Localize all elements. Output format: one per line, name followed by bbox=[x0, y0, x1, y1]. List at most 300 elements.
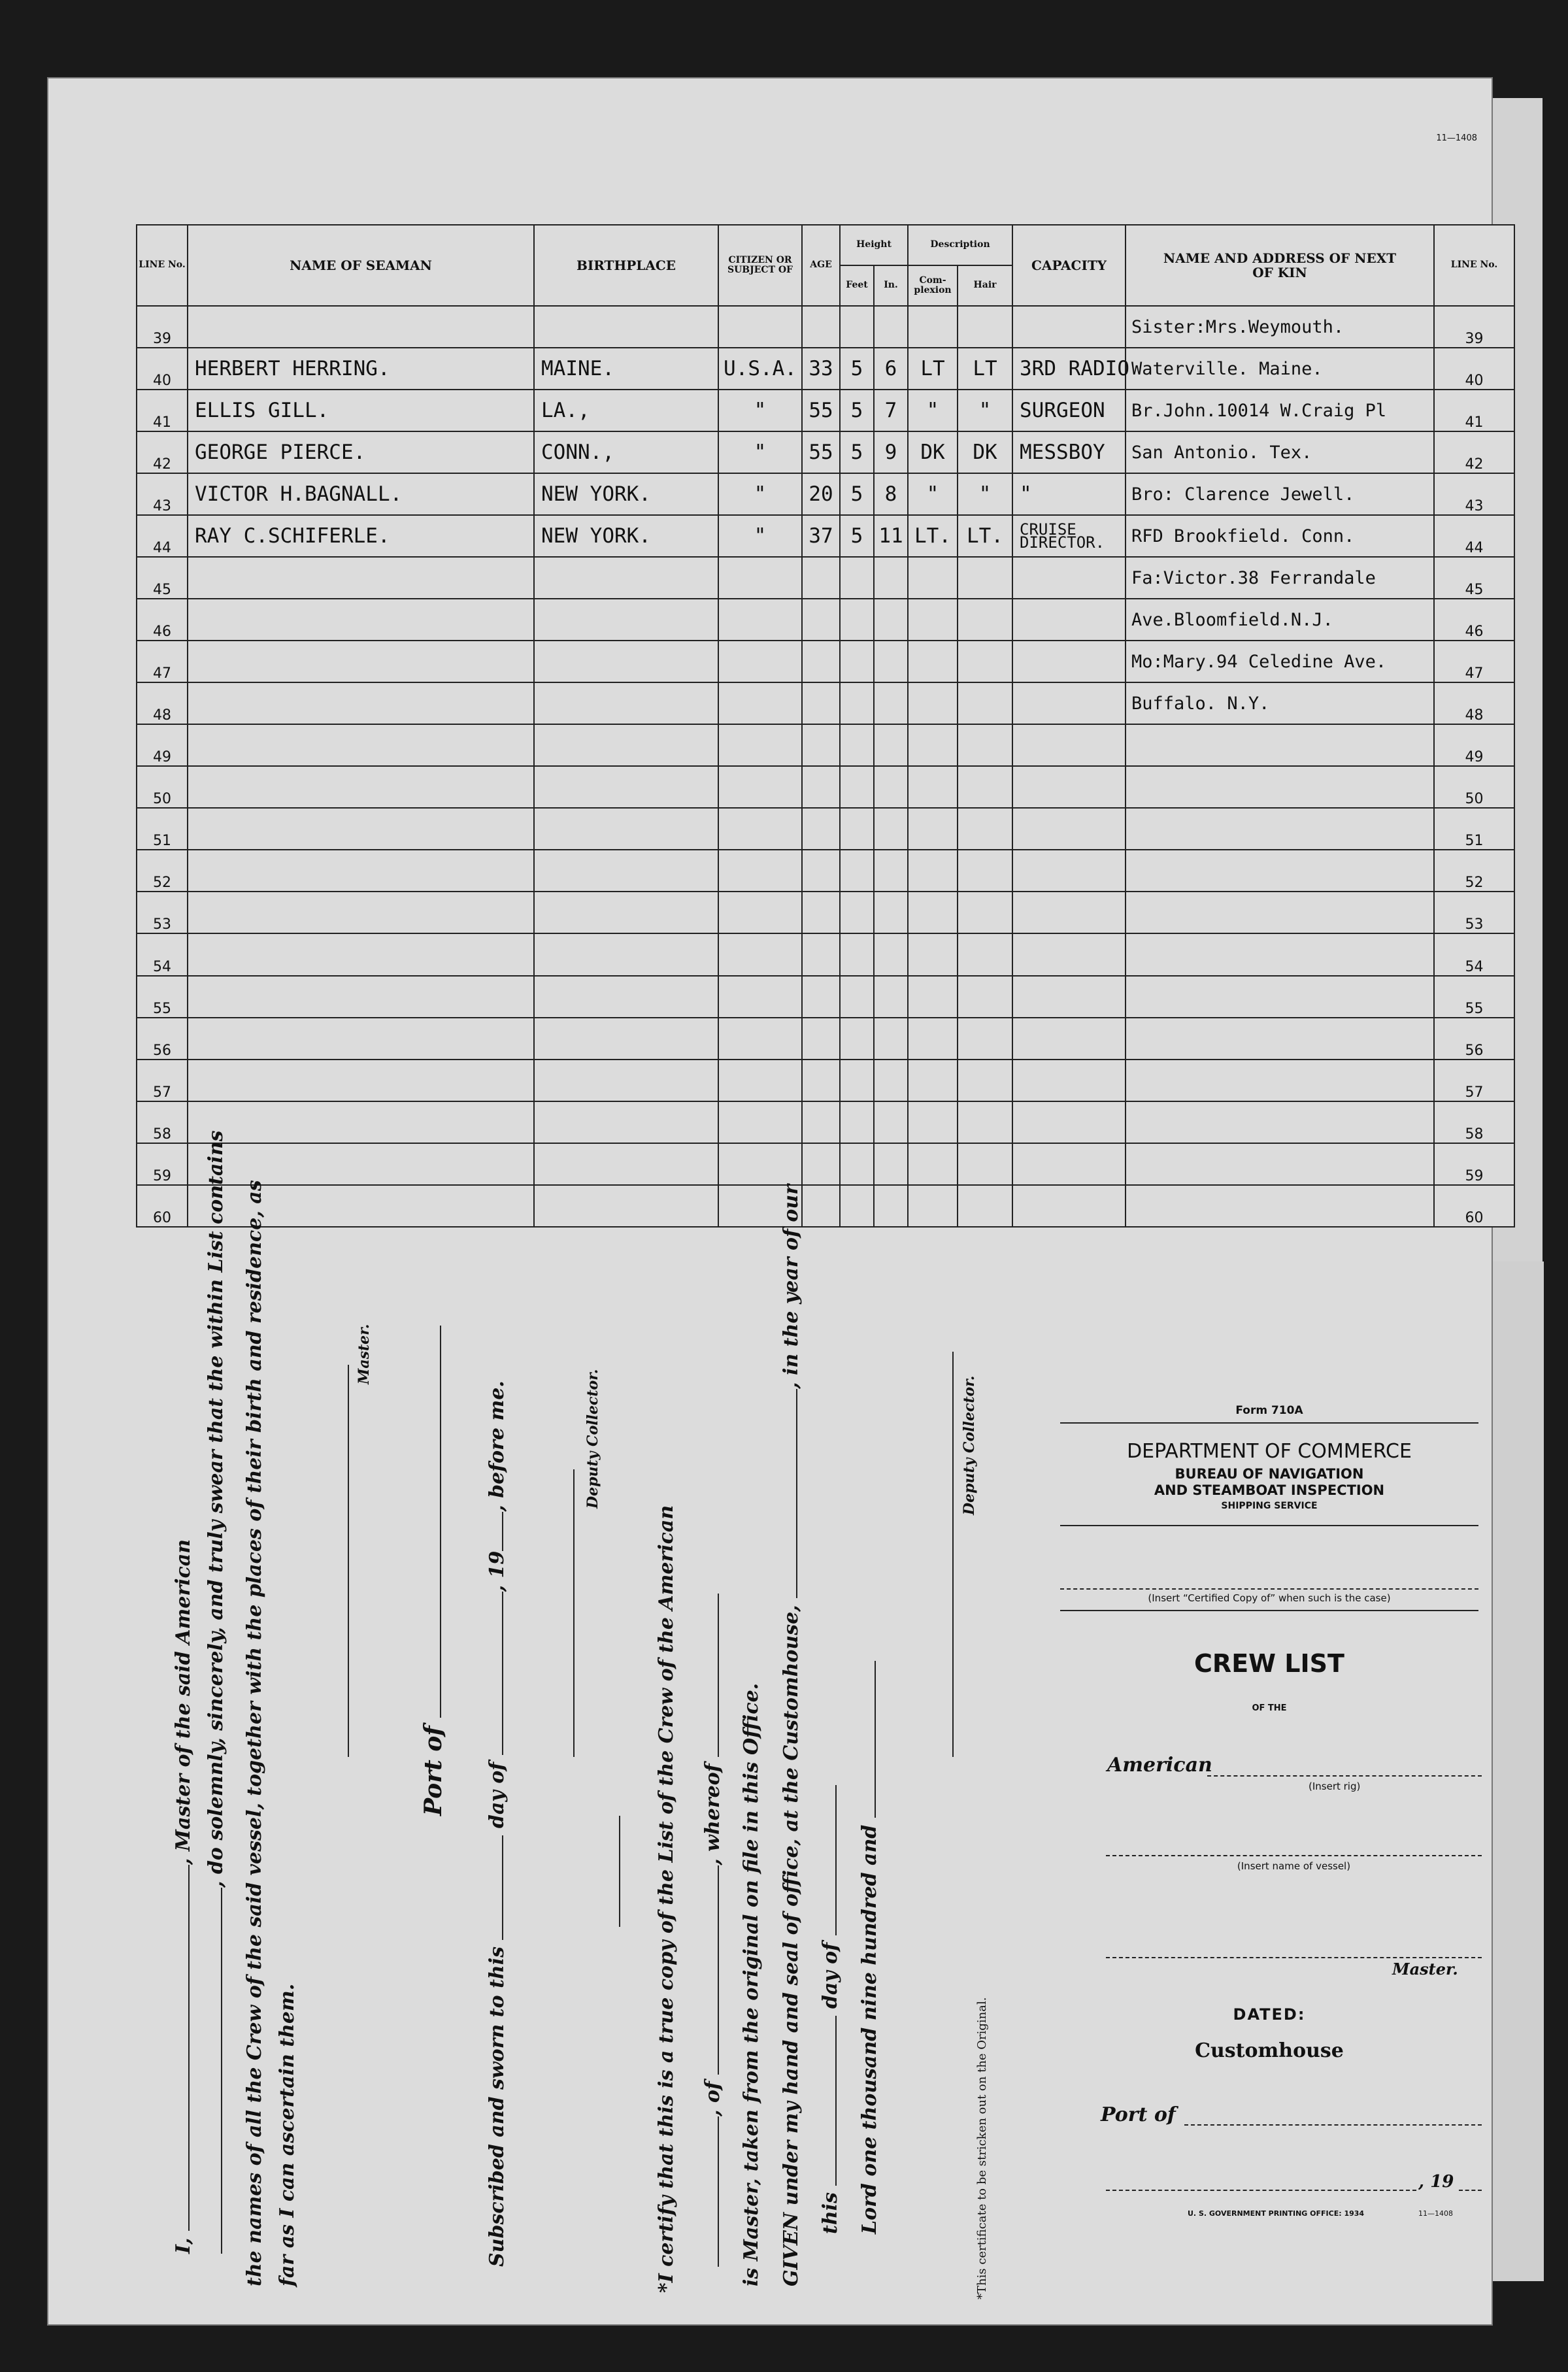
row-name bbox=[188, 599, 534, 641]
date-blank bbox=[1106, 2190, 1416, 2191]
row-hair bbox=[958, 1101, 1012, 1143]
row-feet bbox=[840, 682, 874, 724]
row-line-no: 53 bbox=[137, 892, 188, 933]
row-name bbox=[188, 557, 534, 599]
row-citizen bbox=[718, 1101, 802, 1143]
header-line-no-right: LINE No. bbox=[1434, 225, 1514, 306]
row-name bbox=[188, 1101, 534, 1143]
certify-deputy-collector: Deputy Collector. bbox=[961, 1375, 978, 1515]
row-age bbox=[802, 599, 840, 641]
row-birthplace: NEW YORK. bbox=[534, 515, 718, 557]
header-line-no: LINE No. bbox=[137, 225, 188, 306]
row-kin bbox=[1126, 766, 1434, 808]
form-american: American bbox=[1107, 1754, 1212, 1777]
row-in bbox=[874, 724, 908, 766]
row-line-no-right: 53 bbox=[1434, 892, 1514, 933]
year-blank bbox=[1459, 2190, 1482, 2191]
master-blank bbox=[1106, 1957, 1482, 1958]
row-age bbox=[802, 808, 840, 850]
row-hair bbox=[958, 1185, 1012, 1227]
row-line-no-right: 52 bbox=[1434, 850, 1514, 892]
row-name bbox=[188, 1060, 534, 1101]
row-in bbox=[874, 1060, 908, 1101]
row-name bbox=[188, 1143, 534, 1185]
header-citizen: CITIZEN OR SUBJECT OF bbox=[718, 225, 802, 306]
row-citizen bbox=[718, 850, 802, 892]
table-row bbox=[137, 682, 1514, 724]
row-name bbox=[188, 641, 534, 682]
row-hair: DK bbox=[958, 431, 1012, 473]
row-age bbox=[802, 306, 840, 348]
row-name: RAY C.SCHIFERLE. bbox=[188, 515, 534, 557]
table-row bbox=[137, 348, 1514, 390]
row-citizen bbox=[718, 933, 802, 975]
row-hair bbox=[958, 641, 1012, 682]
row-hair bbox=[958, 724, 1012, 766]
row-line-no: 39 bbox=[137, 306, 188, 348]
crew-list-page bbox=[47, 77, 1498, 2326]
row-complexion: " bbox=[908, 473, 958, 515]
row-in bbox=[874, 682, 908, 724]
row-name: VICTOR H.BAGNALL. bbox=[188, 473, 534, 515]
row-birthplace: CONN., bbox=[534, 431, 718, 473]
row-line-no: 54 bbox=[137, 933, 188, 975]
oath-i: I, bbox=[172, 2231, 195, 2254]
crew-table-body bbox=[137, 306, 1514, 1227]
row-in bbox=[874, 641, 908, 682]
row-capacity bbox=[1012, 808, 1126, 850]
row-birthplace bbox=[534, 724, 718, 766]
row-citizen bbox=[718, 557, 802, 599]
row-feet: 5 bbox=[840, 431, 874, 473]
row-line-no: 60 bbox=[137, 1185, 188, 1227]
row-in bbox=[874, 892, 908, 933]
row-hair bbox=[958, 850, 1012, 892]
row-kin bbox=[1126, 933, 1434, 975]
row-in bbox=[874, 766, 908, 808]
row-line-no: 51 bbox=[137, 808, 188, 850]
row-name bbox=[188, 1018, 534, 1060]
row-citizen bbox=[718, 641, 802, 682]
row-complexion: LT. bbox=[908, 515, 958, 557]
row-kin bbox=[1126, 808, 1434, 850]
row-birthplace bbox=[534, 599, 718, 641]
row-age bbox=[802, 976, 840, 1018]
row-complexion bbox=[908, 850, 958, 892]
row-hair: LT. bbox=[958, 515, 1012, 557]
form-number-top: 11—1408 bbox=[1436, 133, 1477, 143]
row-birthplace bbox=[534, 557, 718, 599]
row-citizen bbox=[718, 766, 802, 808]
row-capacity: MESSBOY bbox=[1012, 431, 1126, 473]
table-row bbox=[137, 431, 1514, 473]
row-in: 7 bbox=[874, 390, 908, 431]
deputy-signature-line-1 bbox=[573, 1469, 575, 1757]
row-line-no: 58 bbox=[137, 1101, 188, 1143]
row-hair bbox=[958, 599, 1012, 641]
form-nineteen: , 19 bbox=[1418, 2172, 1454, 2192]
table-row bbox=[137, 515, 1514, 557]
row-citizen: " bbox=[718, 473, 802, 515]
row-line-no-right: 45 bbox=[1434, 557, 1514, 599]
row-complexion bbox=[908, 1185, 958, 1227]
row-capacity bbox=[1012, 892, 1126, 933]
row-complexion bbox=[908, 933, 958, 975]
row-capacity bbox=[1012, 306, 1126, 348]
table-row bbox=[137, 390, 1514, 431]
row-hair bbox=[958, 1143, 1012, 1185]
row-capacity bbox=[1012, 1185, 1126, 1227]
header-kin: NAME AND ADDRESS OF NEXT OF KIN bbox=[1126, 225, 1434, 306]
row-age: 33 bbox=[802, 348, 840, 390]
oath-line-1 bbox=[171, 1539, 195, 2254]
insert-vessel-note: (Insert name of vessel) bbox=[1237, 1860, 1351, 1872]
row-capacity bbox=[1012, 724, 1126, 766]
row-kin: Sister:Mrs.Weymouth. bbox=[1126, 306, 1434, 348]
oath-master-of: , Master of the said American bbox=[172, 1539, 195, 1865]
form-rule-3 bbox=[1060, 1610, 1478, 1611]
table-row bbox=[137, 892, 1514, 933]
oath-line-3: the names of all the Crew of the said vessel, together with the places of their birth and residence, as bbox=[243, 1180, 266, 2286]
row-complexion bbox=[908, 1018, 958, 1060]
header-feet: Feet bbox=[840, 265, 874, 306]
vessel-name-blank bbox=[204, 1888, 222, 2254]
row-name: GEORGE PIERCE. bbox=[188, 431, 534, 473]
row-capacity bbox=[1012, 976, 1126, 1018]
row-feet bbox=[840, 1143, 874, 1185]
row-birthplace bbox=[534, 641, 718, 682]
row-age bbox=[802, 1143, 840, 1185]
row-age bbox=[802, 1018, 840, 1060]
form-top-rule bbox=[1060, 1422, 1478, 1424]
row-in: 8 bbox=[874, 473, 908, 515]
row-citizen bbox=[718, 682, 802, 724]
row-complexion bbox=[908, 1143, 958, 1185]
table-row bbox=[137, 976, 1514, 1018]
row-hair: " bbox=[958, 473, 1012, 515]
row-birthplace bbox=[534, 850, 718, 892]
row-line-no: 55 bbox=[137, 976, 188, 1018]
row-line-no: 59 bbox=[137, 1143, 188, 1185]
row-capacity bbox=[1012, 1101, 1126, 1143]
row-hair bbox=[958, 306, 1012, 348]
row-in bbox=[874, 933, 908, 975]
oath-master-label: Master. bbox=[356, 1324, 373, 1384]
row-citizen bbox=[718, 724, 802, 766]
row-complexion bbox=[908, 808, 958, 850]
row-capacity bbox=[1012, 682, 1126, 724]
row-name bbox=[188, 808, 534, 850]
row-feet bbox=[840, 1185, 874, 1227]
row-line-no-right: 60 bbox=[1434, 1185, 1514, 1227]
row-capacity bbox=[1012, 641, 1126, 682]
row-feet bbox=[840, 557, 874, 599]
row-complexion bbox=[908, 599, 958, 641]
row-line-no-right: 41 bbox=[1434, 390, 1514, 431]
row-kin: Waterville. Maine. bbox=[1126, 348, 1434, 390]
row-hair bbox=[958, 933, 1012, 975]
table-row bbox=[137, 1143, 1514, 1185]
row-feet: 5 bbox=[840, 348, 874, 390]
row-hair bbox=[958, 557, 1012, 599]
oath-line-4: far as I can ascertain them. bbox=[276, 1983, 299, 2286]
form-service: SHIPPING SERVICE bbox=[1221, 1501, 1318, 1511]
row-complexion bbox=[908, 976, 958, 1018]
header-height: Height bbox=[840, 225, 908, 265]
row-line-no: 43 bbox=[137, 473, 188, 515]
row-kin: Br.John.10014 W.Craig Pl bbox=[1126, 390, 1434, 431]
row-capacity: " bbox=[1012, 473, 1126, 515]
master-name-blank bbox=[171, 1865, 190, 2231]
rig-blank bbox=[1207, 1775, 1482, 1777]
row-name bbox=[188, 682, 534, 724]
master-signature-line bbox=[348, 1365, 349, 1757]
row-in bbox=[874, 1143, 908, 1185]
row-complexion bbox=[908, 306, 958, 348]
row-line-no: 52 bbox=[137, 850, 188, 892]
row-feet bbox=[840, 1018, 874, 1060]
row-kin bbox=[1126, 1060, 1434, 1101]
row-age: 55 bbox=[802, 431, 840, 473]
row-feet bbox=[840, 892, 874, 933]
row-in bbox=[874, 1101, 908, 1143]
row-birthplace: LA., bbox=[534, 390, 718, 431]
row-line-no-right: 46 bbox=[1434, 599, 1514, 641]
row-capacity: SURGEON bbox=[1012, 390, 1126, 431]
row-line-no: 57 bbox=[137, 1060, 188, 1101]
header-birthplace: BIRTHPLACE bbox=[534, 225, 718, 306]
row-birthplace bbox=[534, 1060, 718, 1101]
row-line-no-right: 47 bbox=[1434, 641, 1514, 682]
row-name bbox=[188, 933, 534, 975]
row-feet: 5 bbox=[840, 515, 874, 557]
row-in: 9 bbox=[874, 431, 908, 473]
header-complexion: Com-plexion bbox=[908, 265, 958, 306]
table-row bbox=[137, 1018, 1514, 1060]
header-capacity: CAPACITY bbox=[1012, 225, 1126, 306]
form-number: Form 710A bbox=[1235, 1404, 1303, 1417]
oath-swear: , do solemnly, sincerely, and truly swear that the within List contains bbox=[205, 1130, 227, 1888]
row-feet: 5 bbox=[840, 473, 874, 515]
row-complexion bbox=[908, 682, 958, 724]
row-line-no: 45 bbox=[137, 557, 188, 599]
row-in bbox=[874, 1185, 908, 1227]
row-in bbox=[874, 850, 908, 892]
row-age bbox=[802, 682, 840, 724]
row-hair bbox=[958, 892, 1012, 933]
row-kin bbox=[1126, 850, 1434, 892]
row-kin bbox=[1126, 724, 1434, 766]
row-birthplace bbox=[534, 808, 718, 850]
row-hair: LT bbox=[958, 348, 1012, 390]
row-feet bbox=[840, 1101, 874, 1143]
row-capacity bbox=[1012, 599, 1126, 641]
row-birthplace bbox=[534, 1185, 718, 1227]
row-kin: Buffalo. N.Y. bbox=[1126, 682, 1434, 724]
oath-deputy-collector: Deputy Collector. bbox=[584, 1369, 601, 1509]
row-citizen: " bbox=[718, 515, 802, 557]
row-age bbox=[802, 1101, 840, 1143]
row-kin: Bro: Clarence Jewell. bbox=[1126, 473, 1434, 515]
certify-line-5: this day of bbox=[818, 1785, 842, 2234]
row-citizen bbox=[718, 892, 802, 933]
crew-table bbox=[136, 224, 1515, 1228]
row-line-no-right: 39 bbox=[1434, 306, 1514, 348]
certify-footnote: *This certificate to be stricken out on the Original. bbox=[975, 1997, 989, 2299]
row-age bbox=[802, 724, 840, 766]
row-name bbox=[188, 892, 534, 933]
table-row bbox=[137, 1101, 1514, 1143]
underlying-sheet-lower bbox=[1492, 1261, 1544, 2281]
row-citizen bbox=[718, 599, 802, 641]
row-kin: Mo:Mary.94 Celedine Ave. bbox=[1126, 641, 1434, 682]
row-complexion bbox=[908, 641, 958, 682]
certify-line-6: Lord one thousand nine hundred and bbox=[858, 1661, 881, 2234]
table-row bbox=[137, 850, 1514, 892]
row-birthplace bbox=[534, 1101, 718, 1143]
row-age bbox=[802, 766, 840, 808]
row-feet bbox=[840, 766, 874, 808]
row-kin bbox=[1126, 976, 1434, 1018]
row-kin: Ave.Bloomfield.N.J. bbox=[1126, 599, 1434, 641]
table-row bbox=[137, 724, 1514, 766]
row-line-no-right: 42 bbox=[1434, 431, 1514, 473]
row-line-no: 41 bbox=[137, 390, 188, 431]
row-age: 37 bbox=[802, 515, 840, 557]
oath-subscribed-line: Subscribed and sworn to this day of , 19, before me. bbox=[486, 1380, 509, 2267]
row-in bbox=[874, 808, 908, 850]
crew-list-title: CREW LIST bbox=[1194, 1649, 1344, 1678]
row-birthplace bbox=[534, 1143, 718, 1185]
table-row bbox=[137, 306, 1514, 348]
insert-rig-note: (Insert rig) bbox=[1309, 1780, 1361, 1792]
row-hair bbox=[958, 1018, 1012, 1060]
row-name: HERBERT HERRING. bbox=[188, 348, 534, 390]
row-line-no: 40 bbox=[137, 348, 188, 390]
row-complexion bbox=[908, 892, 958, 933]
table-row bbox=[137, 1060, 1514, 1101]
row-line-no: 46 bbox=[137, 599, 188, 641]
row-kin bbox=[1126, 1143, 1434, 1185]
certify-line-4: GIVEN under my hand and seal of office, at the Customhouse, , in the year of our bbox=[780, 1184, 803, 2286]
row-in bbox=[874, 976, 908, 1018]
row-complexion bbox=[908, 557, 958, 599]
table-row bbox=[137, 473, 1514, 515]
row-complexion: DK bbox=[908, 431, 958, 473]
row-capacity bbox=[1012, 933, 1126, 975]
row-complexion: " bbox=[908, 390, 958, 431]
row-line-no-right: 57 bbox=[1434, 1060, 1514, 1101]
row-line-no-right: 48 bbox=[1434, 682, 1514, 724]
row-line-no: 44 bbox=[137, 515, 188, 557]
row-line-no-right: 58 bbox=[1434, 1101, 1514, 1143]
row-feet bbox=[840, 850, 874, 892]
header-age: AGE bbox=[802, 225, 840, 306]
row-line-no: 56 bbox=[137, 1018, 188, 1060]
row-feet bbox=[840, 808, 874, 850]
header-in: In. bbox=[874, 265, 908, 306]
row-capacity bbox=[1012, 1143, 1126, 1185]
row-feet bbox=[840, 933, 874, 975]
row-complexion: LT bbox=[908, 348, 958, 390]
row-name bbox=[188, 766, 534, 808]
row-line-no-right: 43 bbox=[1434, 473, 1514, 515]
row-citizen: " bbox=[718, 390, 802, 431]
row-kin bbox=[1126, 892, 1434, 933]
row-birthplace: NEW YORK. bbox=[534, 473, 718, 515]
row-kin: San Antonio. Tex. bbox=[1126, 431, 1434, 473]
row-citizen bbox=[718, 1018, 802, 1060]
row-kin bbox=[1126, 1185, 1434, 1227]
row-in bbox=[874, 599, 908, 641]
insert-certified-note: (Insert “Certified Copy of” when such is the case) bbox=[1148, 1592, 1391, 1604]
row-capacity bbox=[1012, 850, 1126, 892]
form-department: DEPARTMENT OF COMMERCE bbox=[1127, 1440, 1412, 1463]
row-birthplace bbox=[534, 766, 718, 808]
row-hair bbox=[958, 682, 1012, 724]
row-age bbox=[802, 1185, 840, 1227]
form-customhouse: Customhouse bbox=[1195, 2039, 1344, 2062]
table-row bbox=[137, 808, 1514, 850]
row-capacity bbox=[1012, 1018, 1126, 1060]
vessel-blank bbox=[1106, 1855, 1482, 1856]
row-birthplace bbox=[534, 933, 718, 975]
table-row bbox=[137, 1185, 1514, 1227]
row-complexion bbox=[908, 1060, 958, 1101]
row-age bbox=[802, 557, 840, 599]
deputy-signature-line-1b bbox=[619, 1816, 620, 1927]
row-line-no: 48 bbox=[137, 682, 188, 724]
row-line-no: 42 bbox=[137, 431, 188, 473]
row-line-no: 49 bbox=[137, 724, 188, 766]
row-kin bbox=[1126, 1018, 1434, 1060]
oath-line-2 bbox=[204, 1130, 227, 2254]
form-code-bottom: 11—1408 bbox=[1418, 2209, 1453, 2218]
row-in: 11 bbox=[874, 515, 908, 557]
table-row bbox=[137, 557, 1514, 599]
row-birthplace bbox=[534, 1018, 718, 1060]
form-port-of: Port of bbox=[1101, 2103, 1176, 2126]
form-bureau-1: BUREAU OF NAVIGATION bbox=[1175, 1466, 1364, 1482]
row-line-no-right: 55 bbox=[1434, 976, 1514, 1018]
row-capacity bbox=[1012, 766, 1126, 808]
row-age: 20 bbox=[802, 473, 840, 515]
row-citizen: " bbox=[718, 431, 802, 473]
row-citizen: U.S.A. bbox=[718, 348, 802, 390]
row-name bbox=[188, 306, 534, 348]
row-kin: RFD Brookfield. Conn. bbox=[1126, 515, 1434, 557]
row-complexion bbox=[908, 766, 958, 808]
header-hair: Hair bbox=[958, 265, 1012, 306]
row-feet bbox=[840, 724, 874, 766]
row-line-no: 47 bbox=[137, 641, 188, 682]
oath-port-of: Port of bbox=[420, 1326, 447, 1816]
row-feet bbox=[840, 1060, 874, 1101]
row-line-no-right: 51 bbox=[1434, 808, 1514, 850]
form-bureau-2: AND STEAMBOAT INSPECTION bbox=[1154, 1482, 1385, 1498]
row-hair bbox=[958, 976, 1012, 1018]
row-hair bbox=[958, 1060, 1012, 1101]
certify-line-2: , of , whereof bbox=[701, 1594, 724, 2267]
port-of-blank bbox=[1184, 2124, 1482, 2126]
table-row bbox=[137, 766, 1514, 808]
row-kin: Fa:Victor.38 Ferrandale bbox=[1126, 557, 1434, 599]
row-age bbox=[802, 1060, 840, 1101]
form-of-the: OF THE bbox=[1252, 1703, 1287, 1713]
row-age bbox=[802, 892, 840, 933]
form-rule-2 bbox=[1060, 1525, 1478, 1526]
certified-copy-line bbox=[1060, 1588, 1478, 1590]
